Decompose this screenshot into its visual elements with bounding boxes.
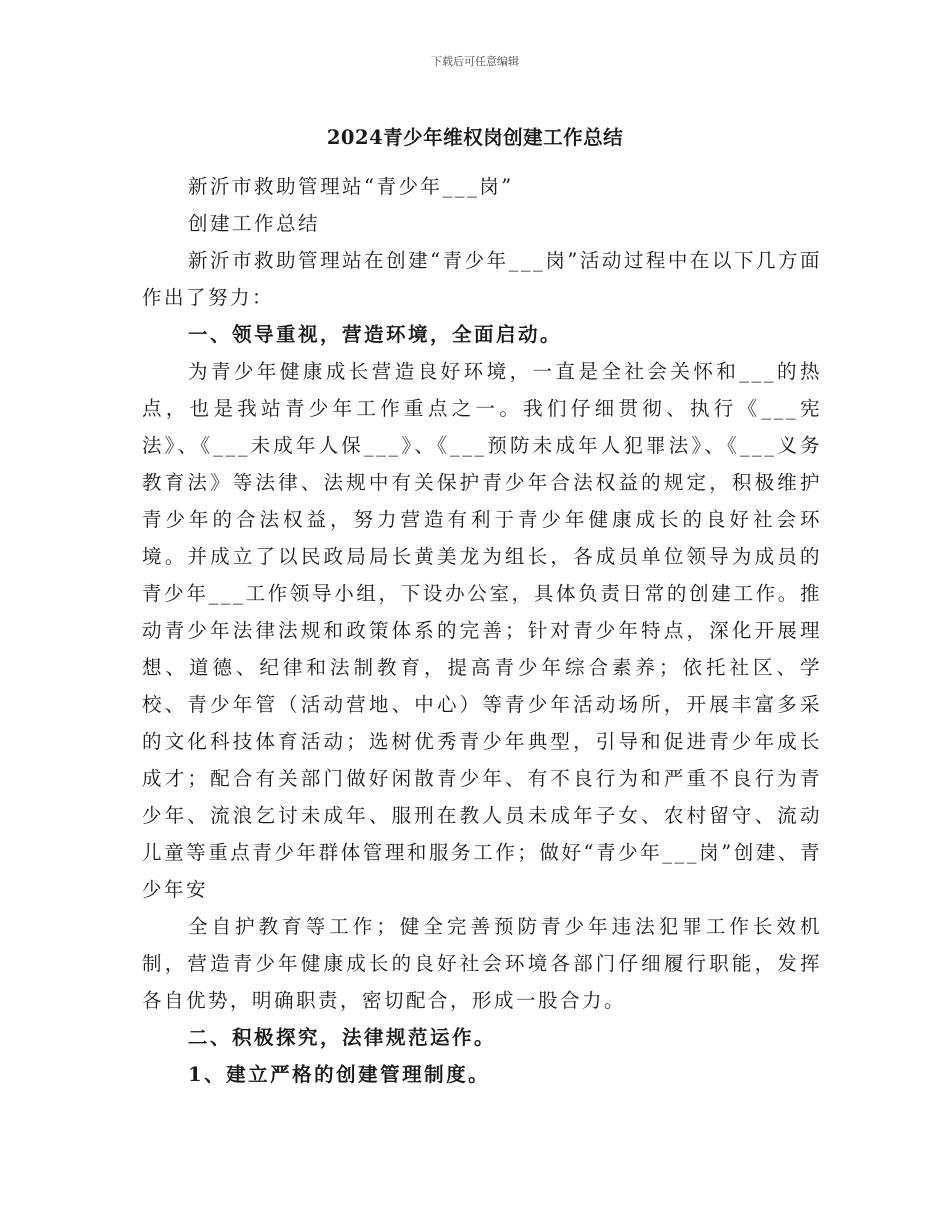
header-note: 下载后可任意编辑: [431, 55, 519, 68]
paragraph-subtitle: 创建工作总结: [188, 212, 321, 235]
paragraph-section-1-cont: 全自护教育等工作；健全完善预防青少年违法犯罪工作长效机制，营造青少年健康成长的良好社会环境各部门仔细履行职能，发挥各自优势，明确职责，密切配合，形成一股合力。: [142, 915, 822, 1012]
paragraph-org-name: 新沂市救助管理站“青少年___岗”: [188, 175, 514, 198]
paragraph-section-1-body: 为青少年健康成长营造良好环境，一直是全社会关怀和___的热点，也是我站青少年工作重点之一。我们仔细贯彻、执行《___宪法》、《___未成年人保___》、《___预防未成年人犯罪法》、《___义务教育法》等法律、法规中有关保护青少年合法权益的规定，积极维护青少年的合法权益，努力营造有利于青少年健康成长的良好社会环境。并成立了以民政局局长黄美龙为组长，各成员单位领导为成员的青少年___工作领导小组，下设办公室，具体负责日常的创建工作。推动青少年法律法规和政策体系的完善；针对青少年特点，深化开展理想、道德、纪律和法制教育，提高青少年综合素养；依托社区、学校、青少年管（活动营地、中心）等青少年活动场所，开展丰富多采的文化科技体育活动；选树优秀青少年典型，引导和促进青少年成长成才；配合有关部门做好闲散青少年、有不良行为和严重不良行为青少年、流浪乞讨未成年、服刑在教人员未成年子女、农村留守、流动儿童等重点青少年群体管理和服务工作；做好“青少年___岗”创建、青少年安: [142, 360, 822, 901]
section-heading-1: 一、领导重视，营造环境，全面启动。: [188, 323, 563, 346]
paragraph-intro: 新沂市救助管理站在创建“青少年___岗”活动过程中在以下几方面作出了努力：: [142, 249, 822, 309]
document-title: 2024青少年维权岗创建工作总结: [326, 126, 624, 149]
section-heading-2: 二、积极探究，法律规范运作。: [188, 1026, 497, 1049]
document-body: [142, 168, 822, 1093]
subsection-heading-2-1: 1、建立严格的创建管理制度。: [188, 1063, 491, 1086]
